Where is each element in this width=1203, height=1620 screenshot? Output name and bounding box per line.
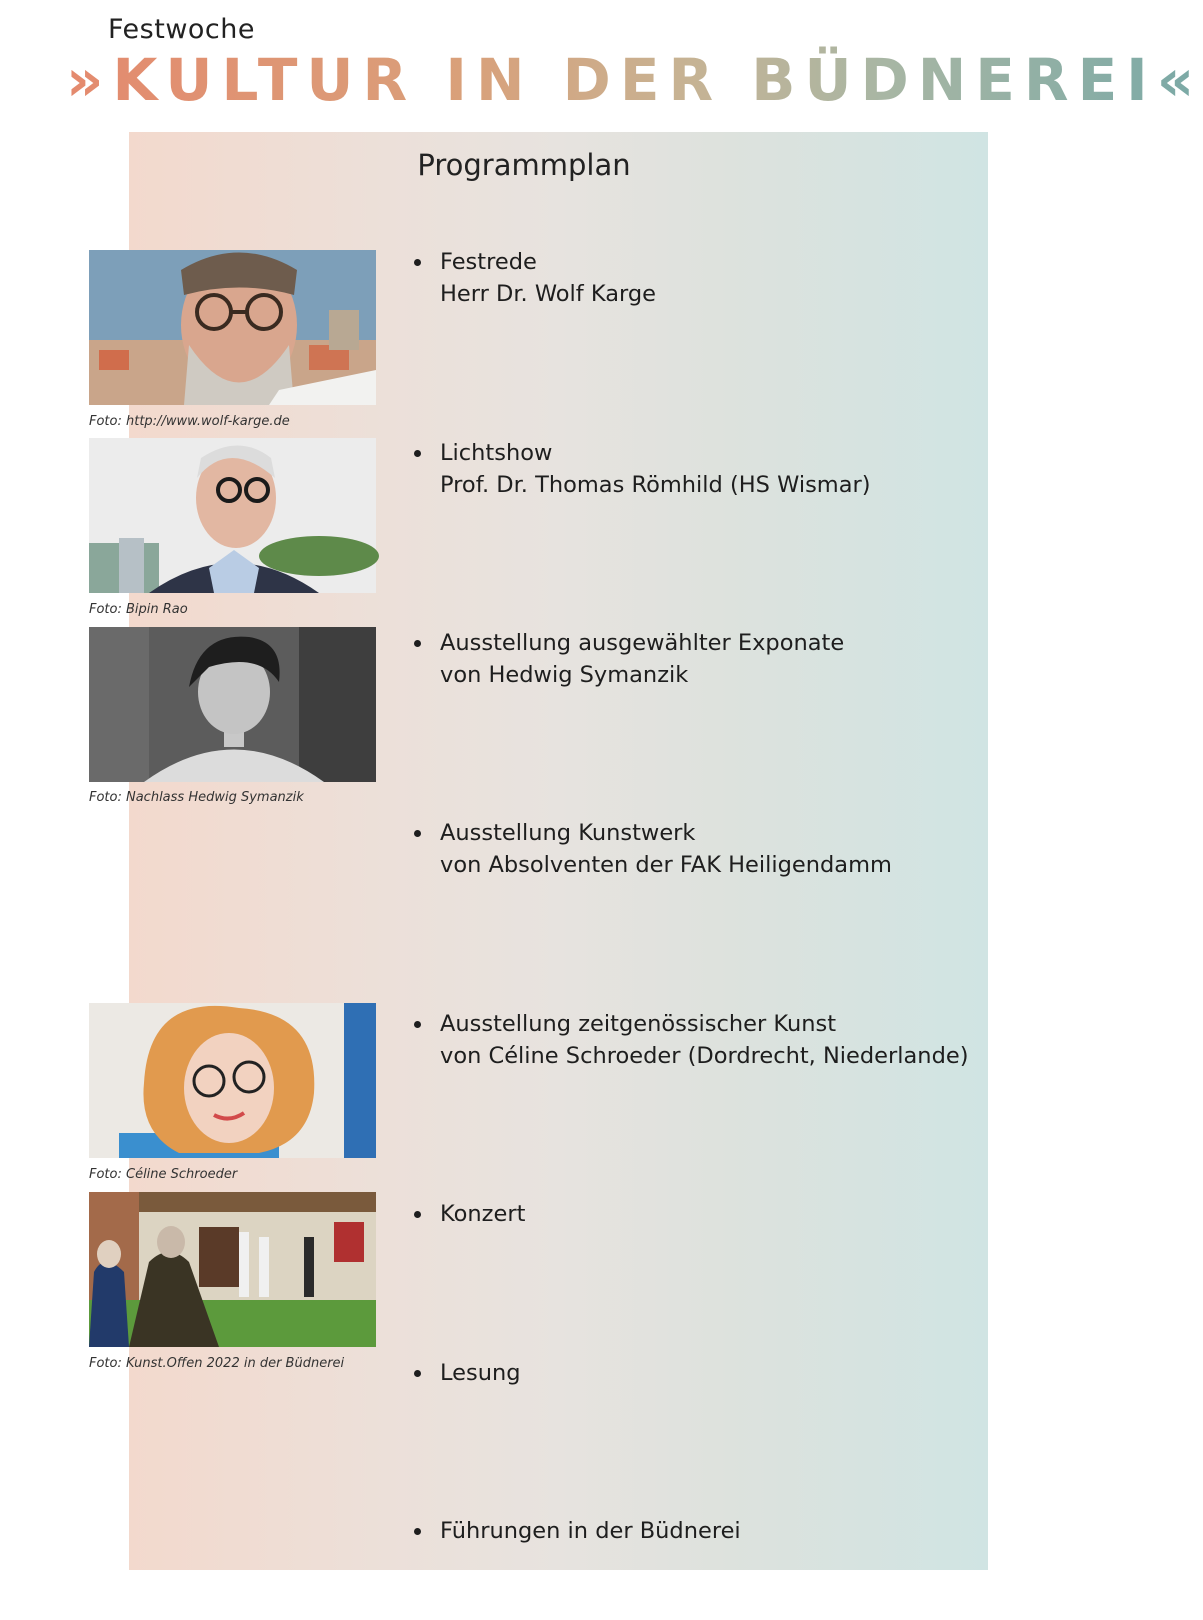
bullet-icon: [414, 450, 421, 457]
program-item-title: Lichtshow: [440, 440, 553, 466]
photo-wolf-karge: [89, 250, 376, 405]
program-item-title: Ausstellung Kunstwerk: [440, 820, 696, 846]
event-title: »KULTUR IN DER BÜDNEREI«: [66, 46, 1203, 114]
photo-credit: Foto: http://www.wolf-karge.de: [89, 414, 290, 429]
photo-credit: Foto: Bipin Rao: [89, 602, 188, 617]
program-item-subtitle: von Hedwig Symanzik: [440, 662, 689, 688]
program-item-title: Konzert: [440, 1201, 526, 1227]
photo-credit: Foto: Nachlass Hedwig Symanzik: [89, 790, 304, 805]
bullet-icon: [414, 1021, 421, 1028]
photo-credit: Foto: Kunst.Offen 2022 in der Büdnerei: [89, 1356, 345, 1371]
program-item-subtitle: Herr Dr. Wolf Karge: [440, 281, 656, 307]
bullet-icon: [414, 1370, 421, 1377]
program-item-title: Ausstellung ausgewählter Exponate: [440, 630, 845, 656]
bullet-icon: [414, 1528, 421, 1535]
photo-konzert: [89, 1192, 376, 1347]
bullet-icon: [414, 830, 421, 837]
photo-thomas-roemhild: [89, 438, 376, 593]
program-title: Programmplan: [417, 148, 631, 182]
program-item-title: Festrede: [440, 249, 537, 275]
bullet-icon: [414, 1211, 421, 1218]
program-item-subtitle: Prof. Dr. Thomas Römhild (HS Wismar): [440, 472, 871, 498]
event-kicker: Festwoche: [108, 14, 255, 45]
photo-celine-schroeder: [89, 1003, 376, 1158]
photo-credit: Foto: Céline Schroeder: [89, 1167, 238, 1182]
photo-hedwig-symanzik: [89, 627, 376, 782]
program-item-subtitle: von Absolventen der FAK Heiligendamm: [440, 852, 892, 878]
bullet-icon: [414, 640, 421, 647]
bullet-icon: [414, 259, 421, 266]
program-item-subtitle: von Céline Schroeder (Dordrecht, Niederlande): [440, 1043, 969, 1069]
program-item-title: Lesung: [440, 1360, 521, 1386]
program-item-title: Ausstellung zeitgenössischer Kunst: [440, 1011, 837, 1037]
program-item-title: Führungen in der Büdnerei: [440, 1518, 741, 1544]
